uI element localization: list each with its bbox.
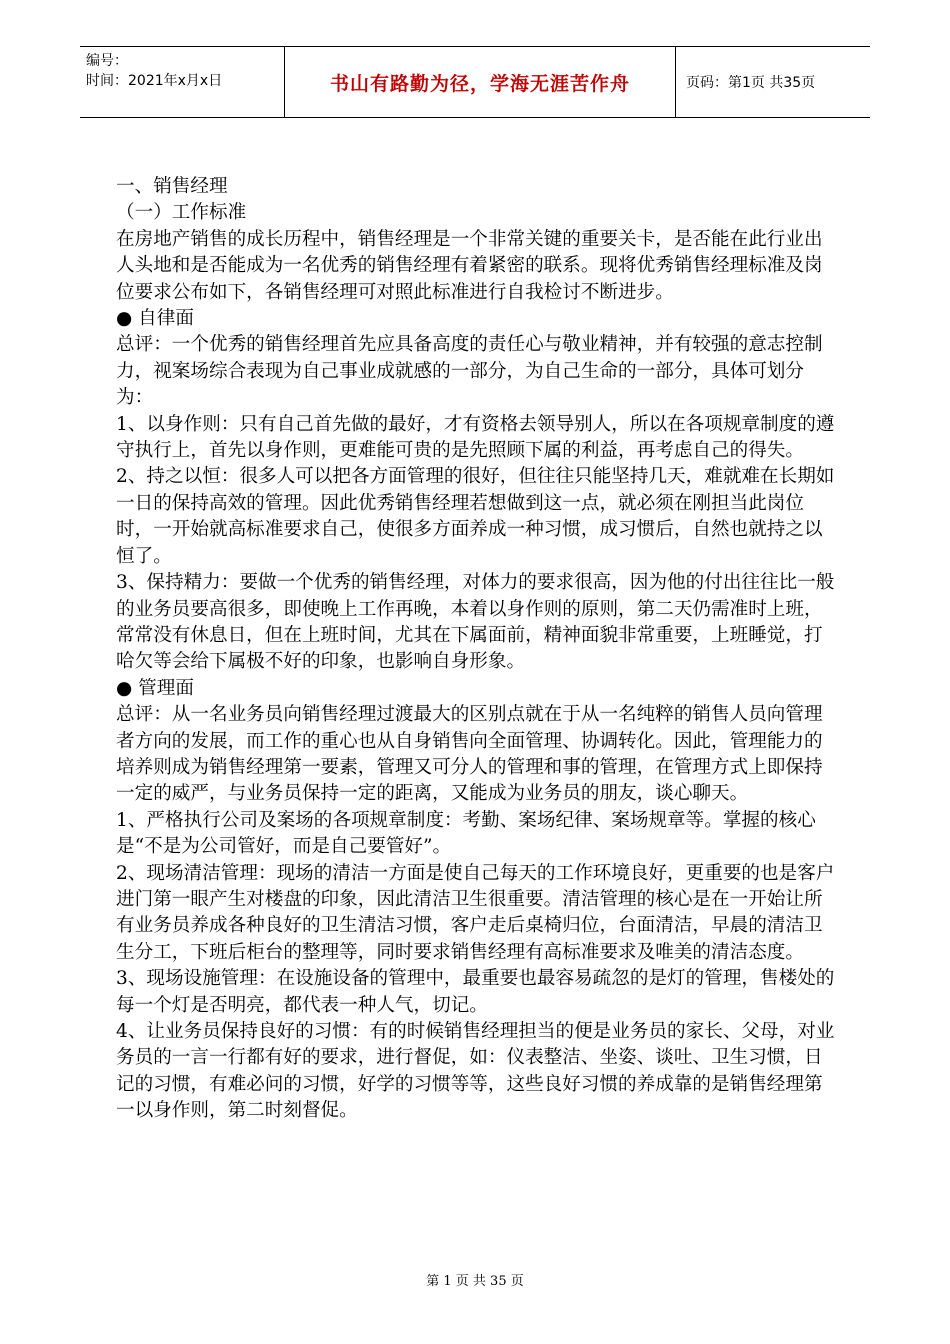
paragraph: 1、以身作则：只有自己首先做的最好，才有资格去领导别人，所以在各项规章制度的遵守执行上，首先以身作则，更难能可贵的是先照顾下属的利益，再考虑自己的得失。 xyxy=(116,413,835,462)
document-body xyxy=(116,174,840,1125)
paragraph: 1、严格执行公司及案场的各项规章制度：考勤、案场纪律、案场规章等。掌握的核心是“不是为公司管好，而是自己要管好”。 xyxy=(116,809,816,858)
header-motto: 书山有路勤为径，学海无涯苦作舟 xyxy=(285,47,676,117)
page-footer: 第 1 页 共 35 页 xyxy=(426,1274,524,1289)
header-page-info: 页码：第1页 共35页 xyxy=(686,75,816,91)
bullet-heading: ● 管理面 xyxy=(116,677,194,699)
document-header xyxy=(80,46,870,118)
header-meta xyxy=(80,47,285,117)
document-date: 时间：2021年x月x日 xyxy=(86,73,223,89)
paragraph: 4、让业务员保持良好的习惯：有的时候销售经理担当的便是业务员的家长、父母，对业务员的一言一行都有好的要求，进行督促，如：仪表整洁、坐姿、谈吐、卫生习惯，日记的习惯，有难必问的习惯，好学的习惯等等，这些良好习惯的养成靠的是销售经理第一以身作则，第二时刻督促。 xyxy=(116,1021,835,1122)
section-title: 一、销售经理 xyxy=(116,176,228,197)
paragraph: 2、现场清洁管理：现场的清洁一方面是使自己每天的工作环境良好，更重要的也是客户进门第一眼产生对楼盘的印象，因此清洁卫生很重要。清洁管理的核心是在一开始让所有业务员养成各种良好的卫生清洁习惯，客户走后桌椅归位，台面清洁，早晨的清洁卫生分工，下班后柜台的整理等，同时要求销售经理有高标准要求及唯美的清洁态度。 xyxy=(116,862,835,963)
paragraph: 总评：从一名业务员向销售经理过渡最大的区别点就在于从一名纯粹的销售人员向管理者方向的发展，而工作的重心也从自身销售向全面管理、协调转化。因此，管理能力的培养则成为销售经理第一要素，管理又可分人的管理和事的管理，在管理方式上即保持一定的威严，与业务员保持一定的距离，又能成为业务员的朋友，谈心聊天。 xyxy=(116,704,823,805)
paragraph: 在房地产销售的成长历程中，销售经理是一个非常关键的重要关卡，是否能在此行业出人头地和是否能成为一名优秀的销售经理有着紧密的联系。现将优秀销售经理标准及岗位要求公布如下，各销售经理可对照此标准进行自我检讨不断进步。 xyxy=(116,228,823,303)
bullet-heading: ● 自律面 xyxy=(116,308,194,330)
subsection-title: （一）工作标准 xyxy=(116,202,247,224)
paragraph: 3、现场设施管理：在设施设备的管理中，最重要也最容易疏忽的是灯的管理，售楼处的每一个灯是否明亮，都代表一种人气，切记。 xyxy=(116,968,835,1016)
paragraph: 3、保持精力：要做一个优秀的销售经理，对体力的要求很高，因为他的付出往往比一般的业务员要高很多，即使晚上工作再晚，本着以身作则的原则，第二天仍需准时上班，常常没有休息日，但在上班时间，尤其在下属面前，精神面貌非常重要，上班睡觉，打哈欠等会给下属极不好的印象，也影响自身形象。 xyxy=(116,572,835,673)
paragraph: 2、持之以恒：很多人可以把各方面管理的很好，但往往只能坚持几天，难就难在长期如一日的保持高效的管理。因此优秀销售经理若想做到这一点，就必须在刚担当此岗位时，一开始就高标准要求自己，使很多方面养成一种习惯，成习惯后，自然也就持之以恒了。 xyxy=(116,466,835,567)
paragraph: 总评：一个优秀的销售经理首先应具备高度的责任心与敬业精神，并有较强的意志控制力，视案场综合表现为自己事业成就感的一部分，为自己生命的一部分，具体可划分为： xyxy=(116,334,823,409)
document-number-label: 编号： xyxy=(86,53,128,69)
